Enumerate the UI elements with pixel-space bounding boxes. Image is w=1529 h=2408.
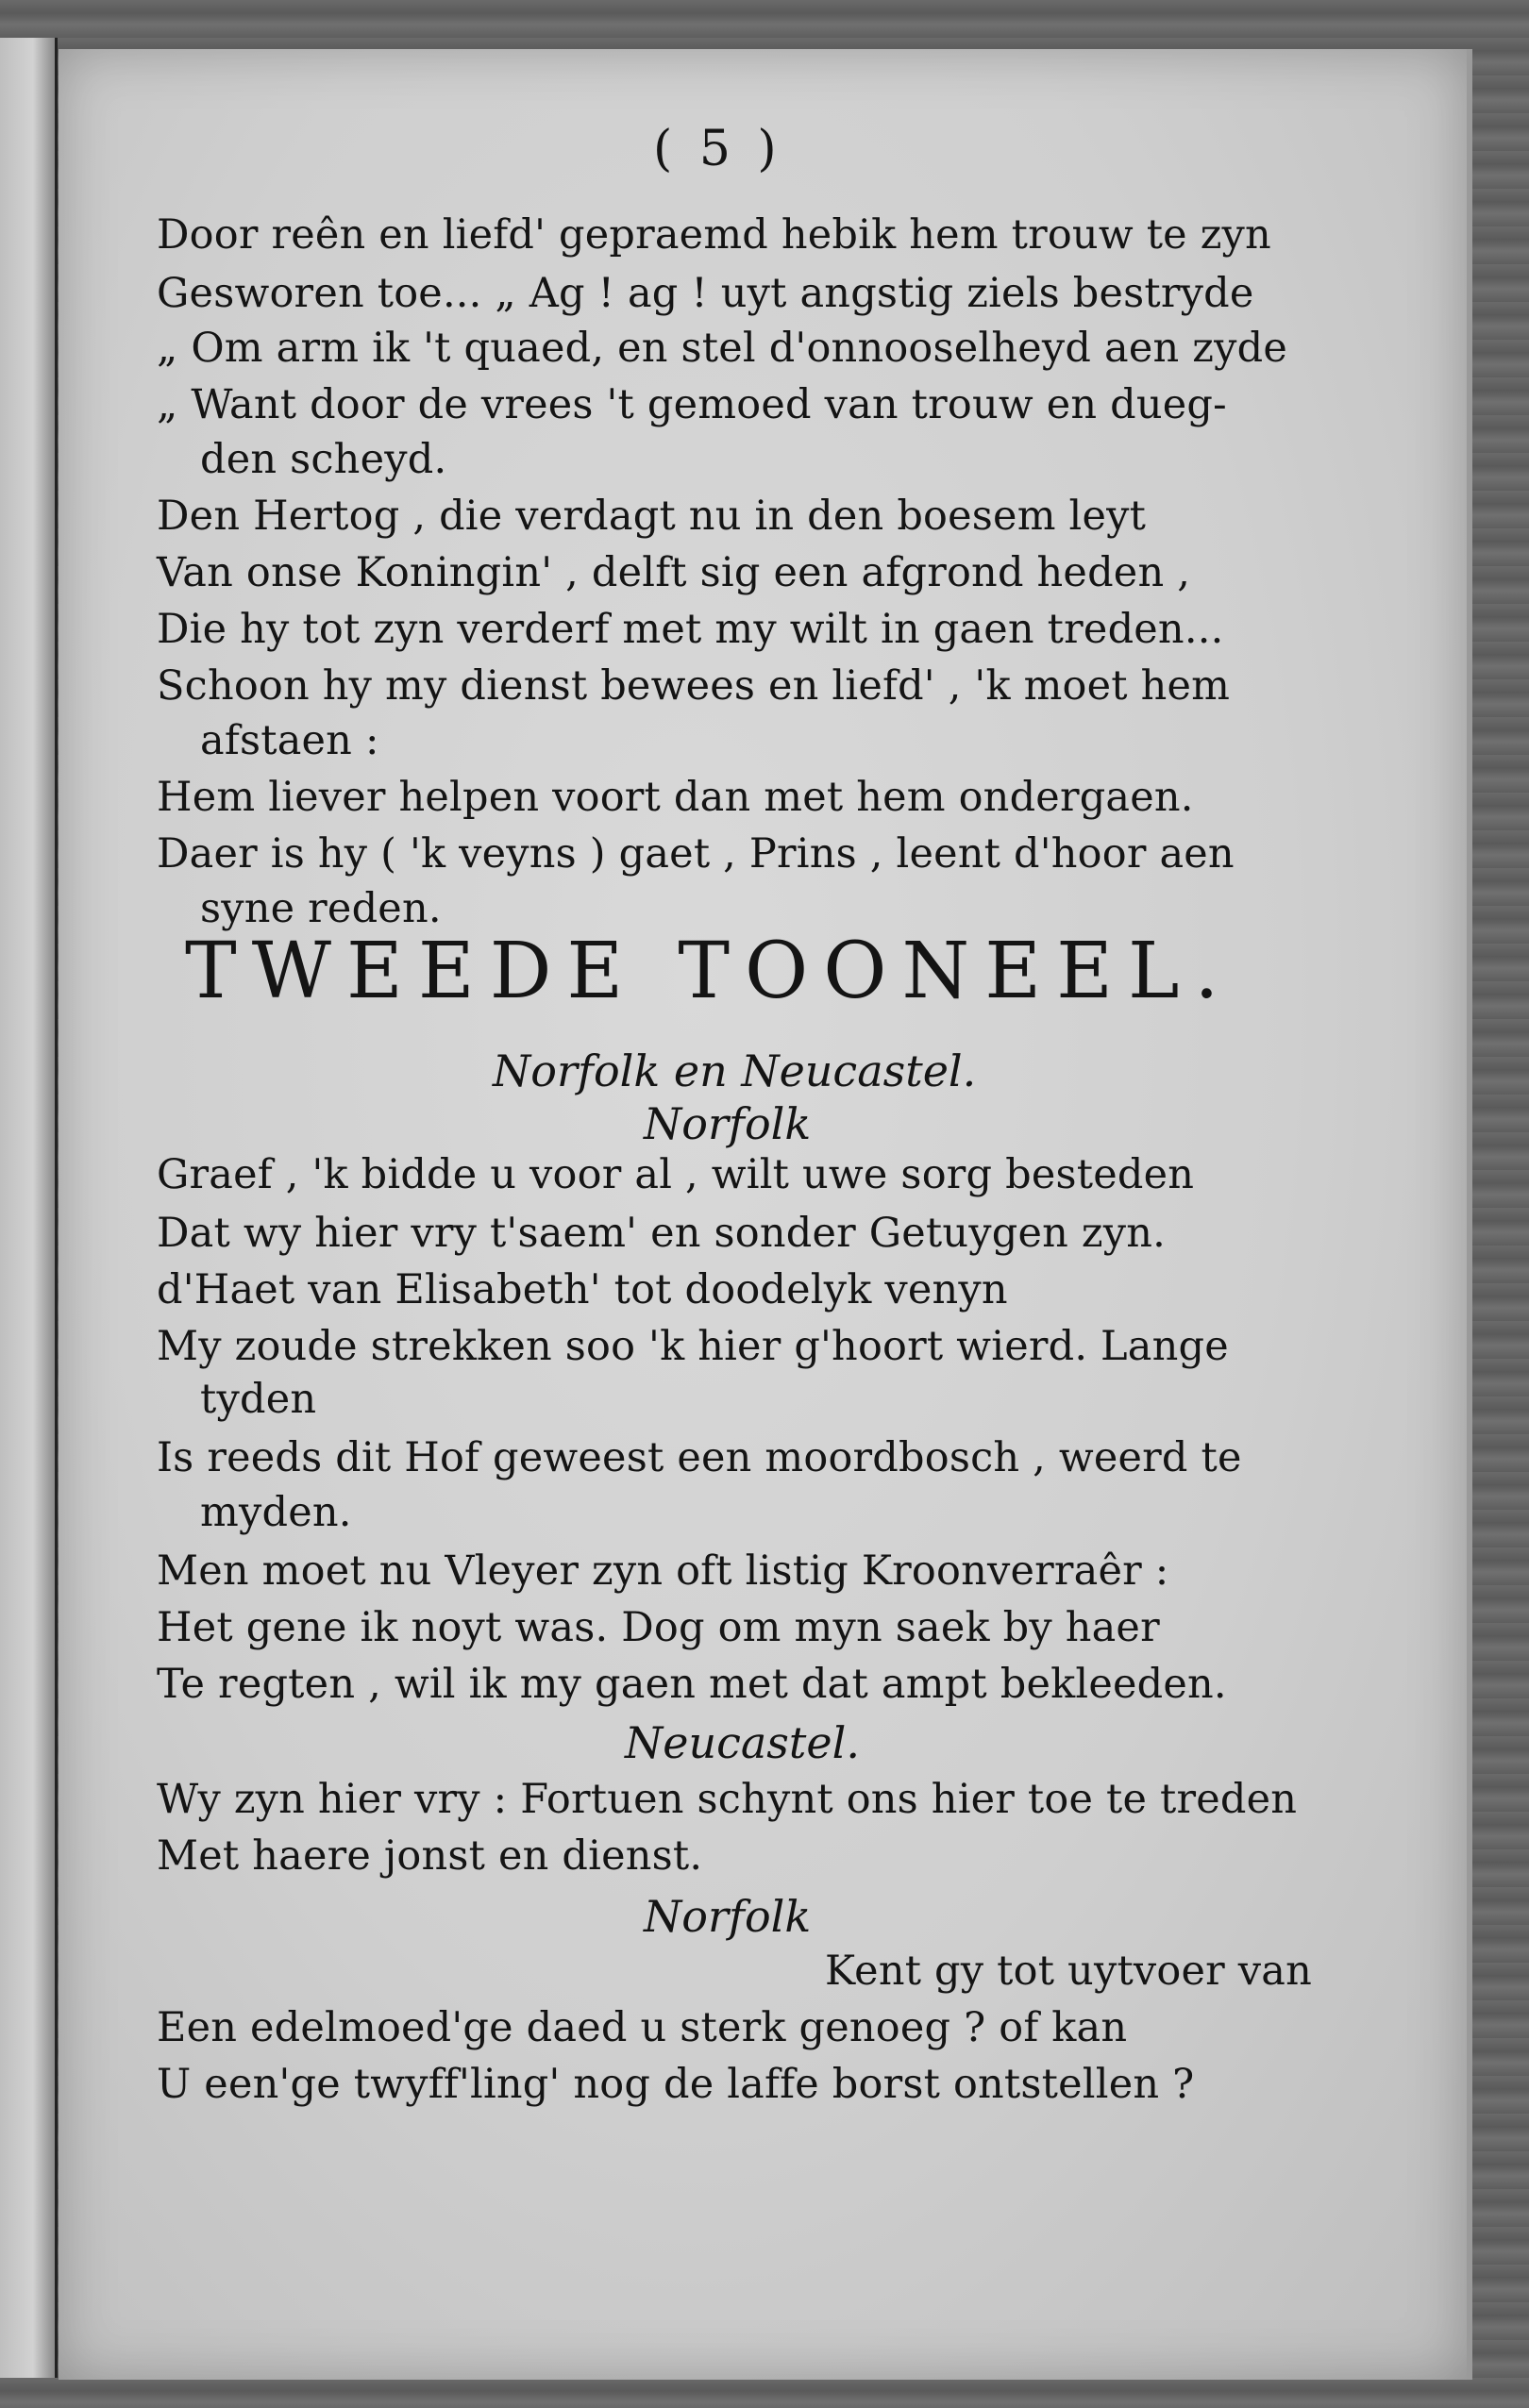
text-line: Van onse Koningin' , delft sig een afgrond heden , [157,549,1191,596]
speaker-label: Neucastel. [625,1717,860,1768]
text-line: Door reên en liefd' gepraemd hebik hem trouw te zyn [157,211,1271,259]
text-line: U een'ge twyff'ling' nog de laffe borst ontstellen ? [157,2061,1195,2108]
text-line: Men moet nu Vleyer zyn oft listig Kroonverraêr : [157,1547,1169,1595]
scene-heading: TWEEDE TOONEEL. [185,927,1235,1016]
text-line: Kent gy tot uytvoer van [825,1948,1313,1995]
text-line: Met haere jonst en dienst. [157,1832,703,1880]
text-line: d'Haet van Elisabeth' tot doodelyk venyn [157,1266,1008,1313]
text-line: Den Hertog , die verdagt nu in den boesem leyt [157,493,1147,540]
text-line: „ Want door de vrees 't gemoed van trouw en dueg- [157,381,1227,428]
text-line: Te regten , wil ik my gaen met dat ampt bekleeden. [157,1661,1227,1708]
text-line: Het gene ik noyt was. Dog om myn saek by haer [157,1604,1160,1651]
left-page-edge [0,38,58,2378]
text-line: Dat wy hier vry t'saem' en sonder Getuygen zyn. [157,1210,1167,1257]
text-line: Schoon hy my dienst bewees en liefd' , 'k moet hem [157,662,1231,710]
text-line: Wy zyn hier vry : Fortuen schynt ons hier toe te treden [157,1776,1298,1823]
text-line: Daer is hy ( 'k veyns ) gaet , Prins , leent d'hoor aen [157,830,1235,878]
text-line: myden. [200,1489,352,1536]
speaker-label: Norfolk [644,1891,812,1942]
characters-line: Norfolk en Neucastel. [493,1045,977,1096]
text-line: syne reden. [200,885,442,932]
text-line: My zoude strekken soo 'k hier g'hoort wierd. Lange [157,1323,1229,1370]
text-line: Een edelmoed'ge daed u sterk genoeg ? of kan [157,2004,1128,2051]
book-page [59,49,1472,2380]
page-text [59,49,1467,2380]
page-number: ( 5 ) [653,121,782,177]
text-line: tyden [200,1376,317,1423]
text-line: Gesworen toe... „ Ag ! ag ! uyt angstig ziels bestryde [157,270,1254,317]
text-line: afstaen : [200,717,379,764]
text-line: Hem liever helpen voort dan met hem ondergaen. [157,774,1194,821]
text-line: Is reeds dit Hof geweest een moordbosch , weerd te [157,1434,1242,1481]
speaker-label: Norfolk [644,1098,812,1149]
text-line: „ Om arm ik 't quaed, en stel d'onnooselheyd aen zyde [157,325,1287,372]
text-line: Graef , 'k bidde u voor al , wilt uwe sorg besteden [157,1151,1195,1198]
text-line: den scheyd. [200,436,447,483]
text-line: Die hy tot zyn verderf met my wilt in gaen treden... [157,606,1224,653]
